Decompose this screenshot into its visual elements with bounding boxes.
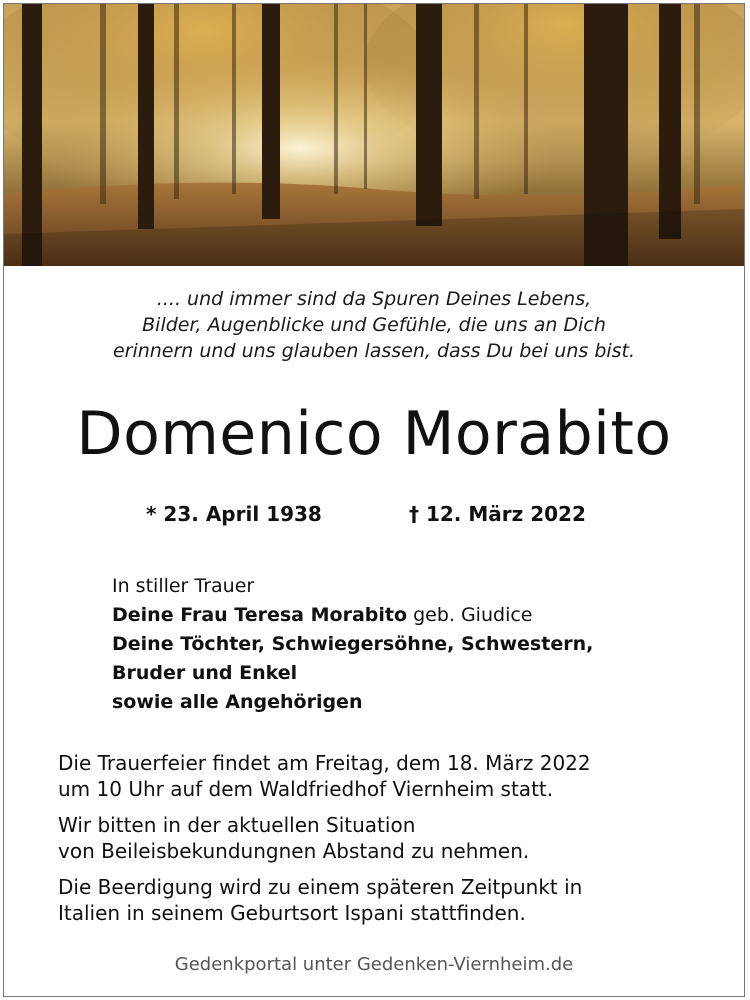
mourning-intro: In stiller Trauer [112, 575, 255, 597]
info-line: Wir bitten in der aktuellen Situation [58, 813, 416, 837]
quote-line: .... und immer sind da Spuren Deines Lebens, [156, 288, 592, 310]
funeral-info [58, 740, 718, 936]
mourner-family: Deine Töchter, Schwiegersöhne, Schwestern, [112, 633, 594, 655]
mourners-block [112, 572, 712, 717]
forest-image [4, 4, 744, 266]
wife-maiden-name: geb. Giudice [407, 604, 533, 626]
wife-name: Deine Frau Teresa Morabito [112, 604, 408, 626]
deceased-name: Domenico Morabito [76, 399, 672, 469]
info-line: um 10 Uhr auf dem Waldfriedhof Viernheim statt. [58, 777, 554, 801]
mourner-wife [112, 601, 712, 630]
obituary-card [3, 3, 745, 997]
info-line: von Beileisbekundungnen Abstand zu nehmen. [58, 839, 530, 863]
mourner-family: Bruder und Enkel [112, 662, 298, 684]
birth-date: * 23. April 1938 [146, 502, 322, 526]
info-line: Die Trauerfeier findet am Freitag, dem 18. März 2022 [58, 751, 591, 775]
quote-line: Bilder, Augenblicke und Gefühle, die uns an Dich [142, 314, 606, 336]
memorial-quote [4, 286, 744, 364]
quote-line: erinnern und uns glauben lassen, dass Du bei uns bist. [112, 340, 636, 362]
mourner-relatives: sowie alle Angehörigen [112, 691, 363, 713]
info-line: Italien in seinem Geburtsort Ispani stattfinden. [58, 901, 526, 925]
death-date: † 12. März 2022 [409, 502, 586, 526]
memorial-portal-link[interactable]: Gedenkportal unter Gedenken-Viernheim.de [174, 954, 574, 975]
info-line: Die Beerdigung wird zu einem späteren Zeitpunkt in [58, 875, 583, 899]
